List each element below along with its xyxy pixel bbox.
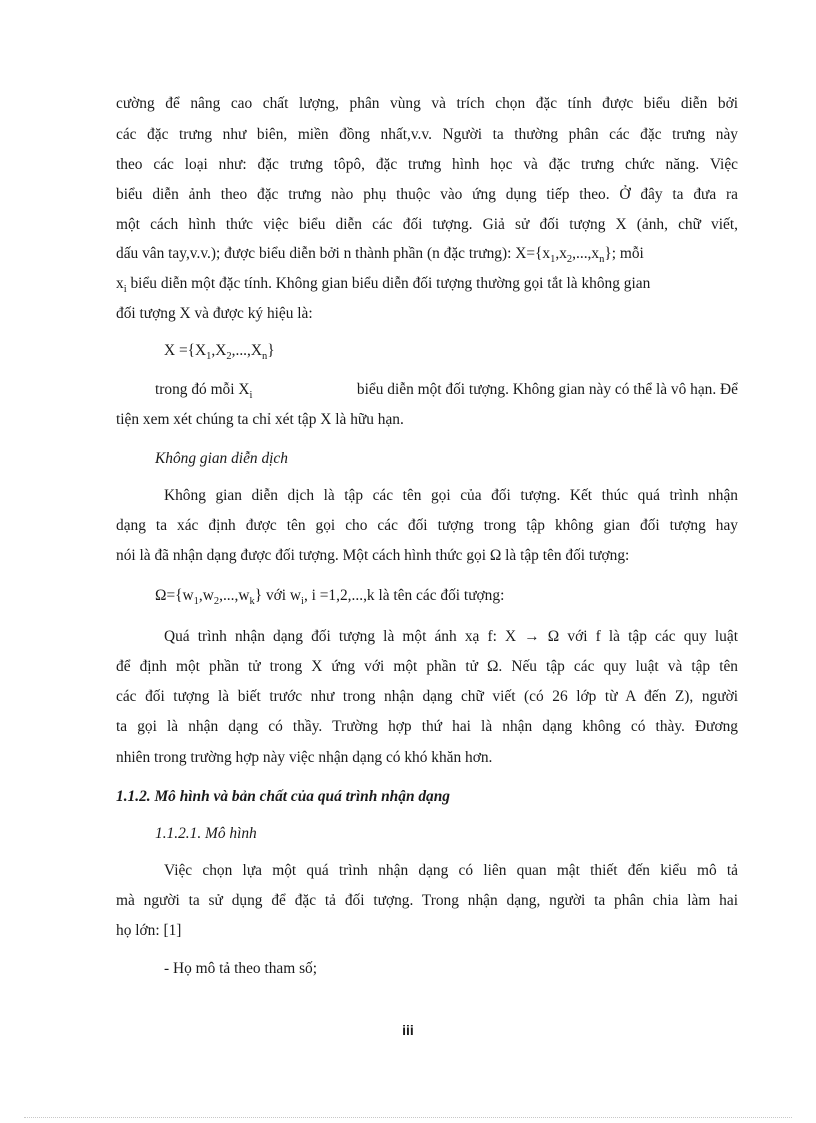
paragraph-line: Quá trình nhận dạng đối tượng là một ánh xạ f: X → Ω với f là tập các quy luật [164, 628, 738, 645]
line-text: biểu diễn một đối tượng. Không gian này có thể là vô hạn. Để [356, 381, 738, 398]
paragraph-line: nhiên trong trường hợp này việc nhận dạng có khó khăn hơn. [116, 749, 493, 766]
page-number: iii [402, 1022, 414, 1038]
formula-text: , i =1,2,...,k là tên các đối tượng: [303, 587, 505, 604]
paragraph-line: Không gian diễn dịch là tập các tên gọi của đối tượng. Kết thúc quá trình nhận [164, 487, 738, 504]
paragraph-line: để định một phần tử trong X ứng với một phần tử Ω. Nếu tập các quy luật và tập tên [116, 658, 738, 675]
subscript: 2 [226, 351, 232, 362]
paragraph-line: tiện xem xét chúng ta chỉ xét tập X là hữu hạn. [116, 411, 404, 428]
paragraph-line: dạng ta xác định được tên gọi cho các đối tượng trong tập không gian đối tượng hay [116, 517, 738, 534]
subscript: n [261, 351, 268, 362]
paragraph-line: mà người ta sử dụng để đặc tả đối tượng. Trong nhận dạng, người ta phân chia làm hai [116, 892, 738, 909]
subscript: 1 [206, 351, 212, 362]
paragraph-line-with-formula [116, 244, 738, 266]
page-bottom-divider [24, 1117, 792, 1118]
paragraph-line: biểu diễn ảnh theo đặc trưng nào phụ thuộc vào ứng dụng tiếp theo. Ở đây ta đưa ra [116, 186, 738, 203]
line-text: biểu diễn một đặc tính. Không gian biểu diễn đối tượng thường gọi tắt là không gian [126, 275, 651, 292]
list-item: - Họ mô tả theo tham số; [164, 960, 318, 977]
paragraph-line: họ lớn: [1] [116, 922, 182, 939]
paragraph-line: Việc chọn lựa một quá trình nhận dạng có liên quan mật thiết đến kiểu mô tả [164, 862, 738, 879]
section-heading: 1.1.2. Mô hình và bản chất của quá trình nhận dạng [116, 788, 450, 805]
subscript: n [599, 254, 605, 265]
subscript: i [301, 596, 304, 607]
subscript: 1 [550, 254, 556, 265]
line-text: dấu vân tay,v.v.); được biểu diễn bởi n thành phần (n đặc trưng): X={x [116, 245, 551, 262]
formula-text: ,...,w [219, 587, 250, 604]
line-text: ,x [555, 245, 567, 262]
formula-object-space [164, 341, 275, 363]
subscript: 2 [213, 596, 220, 607]
paragraph-line: các đặc trưng như biên, miền đồng nhất,v.v. Người ta thường phân các đặc trưng này [116, 126, 738, 143]
paragraph-line: đối tượng X và được ký hiệu là: [116, 305, 313, 322]
line-text: x [116, 275, 124, 292]
subscript: i [249, 390, 253, 401]
line-text: trong đó mỗi X [155, 381, 250, 398]
subscript: i [123, 284, 127, 295]
formula-text: } [267, 342, 275, 359]
paragraph-line-with-formula [155, 380, 738, 402]
paragraph-line: một cách hình thức việc biểu diễn các đối tượng. Giả sử đối tượng X (ảnh, chữ viết, [116, 216, 738, 233]
paragraph-line: ta gọi là nhận dạng có thầy. Trường hợp thứ hai là nhận dạng không có thày. Đương [116, 718, 738, 735]
paragraph-line: nói là đã nhận dạng được đối tượng. Một cách hình thức gọi Ω là tập tên đối tượng: [116, 547, 630, 564]
formula-text: ,X [211, 342, 227, 359]
paragraph-line: cường để nâng cao chất lượng, phân vùng và trích chọn đặc tính được biểu diễn bởi [116, 95, 738, 112]
paragraph-line: các đối tượng là biết trước như trong nhận dạng chữ viết (có 26 lớp từ A đến Z), người [116, 688, 738, 705]
heading-interpretation-space: Không gian diễn dịch [155, 450, 288, 467]
formula-text: Ω={w [155, 587, 194, 604]
paragraph-line-with-formula [116, 274, 738, 296]
formula-text: ,w [198, 587, 214, 604]
subscript: 2 [566, 254, 573, 265]
line-text: ,...,x [572, 245, 600, 262]
line-text: }; mỗi [604, 245, 644, 262]
formula-text: ,...,X [231, 342, 262, 359]
formula-text: } với w [254, 587, 302, 604]
paragraph-line: theo các loại như: đặc trưng tôpô, đặc trưng hình học và đặc trưng chức năng. Việc [116, 156, 738, 173]
formula-text: X ={X [164, 342, 207, 359]
subscript: k [249, 596, 255, 607]
formula-interpretation-space [155, 586, 504, 608]
subsection-heading: 1.1.2.1. Mô hình [155, 825, 257, 842]
subscript: 1 [193, 596, 199, 607]
